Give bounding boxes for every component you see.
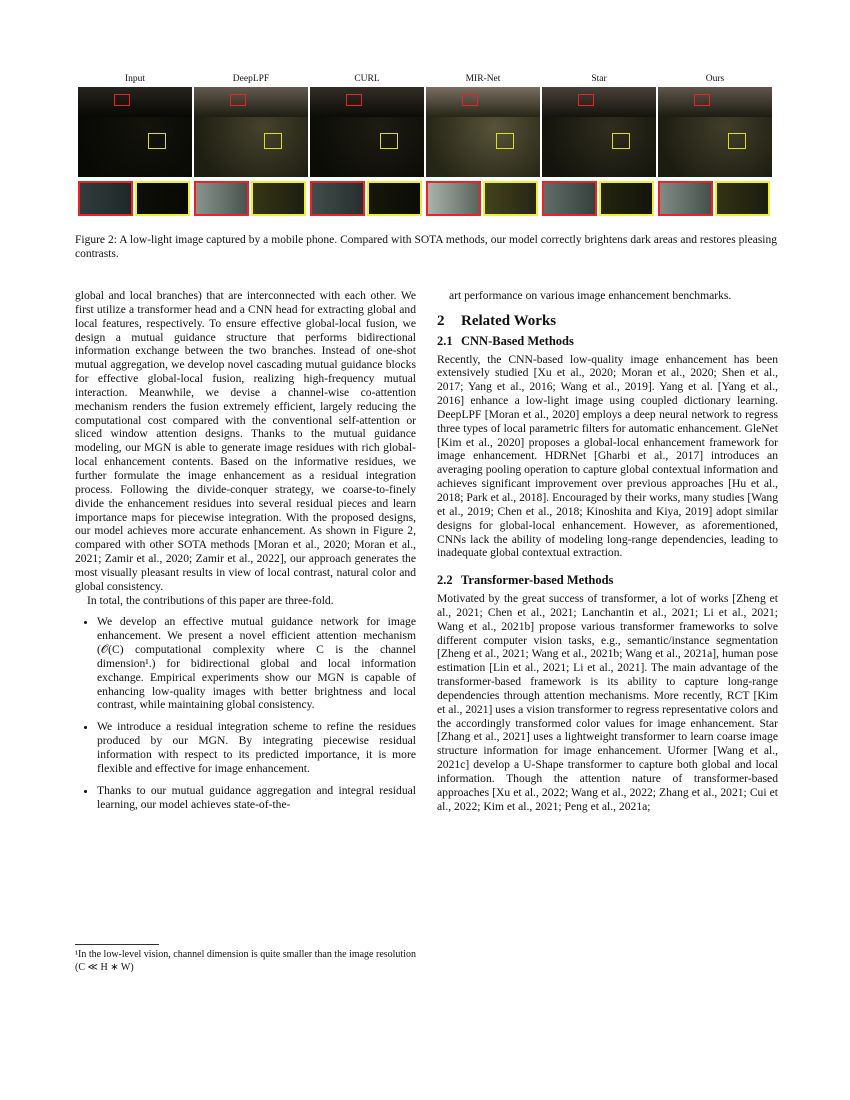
result-panel — [310, 74, 424, 216]
section-title: Related Works — [461, 312, 557, 329]
image-building-region — [194, 87, 308, 117]
transformer-methods-paragraph: Motivated by the great success of transformer, a lot of works [Zheng et al., 2021; Chen et al., 2021; Lanchantin et al., 2021; Li et al., 2021; Wang et al., 2021b] propose various transformer frameworks to solve different computer vision tasks, e.g., semantic/instance segmentation [Zheng et al., 2021; Wang et al., 2021b; Wang et al., 2021a], human pose estimation [Lin et al., 2021; Li et al., 2021]. The main advantage of the transformer-based framework is its ability to capture long-range dependencies through attention mechanisms. More recently, RCT [Kim et al., 2021] uses a vision transformer to regress representative colors and the accordingly transformed color values for image enhancement. Star [Zhang et al., 2021] uses a lightweight transformer to learn coarse image structure information for image enhancement. Uformer [Wang et al., 2021c] develop a U-Shape transformer to capture both global and local information. Though the attention nature of transformer-based approaches [Xu et al., 2022; Wang et al., 2022; Zhang et al., 2021; Cui et al., 2022; Kim et al., 2021; Peng et al., 2021a; — [437, 592, 778, 813]
yellow-crop-image — [483, 181, 538, 216]
panel-title: MIR-Net — [465, 74, 501, 84]
red-zoom-box — [114, 94, 130, 106]
figure-2 — [78, 74, 774, 216]
subsection-title: CNN-Based Methods — [461, 333, 574, 348]
contribution-item: • Thanks to our mutual guidance aggregation and integral residual learning, our model achieves state-of-the- — [97, 784, 416, 812]
contributions-list — [75, 615, 416, 811]
red-crop-image — [310, 181, 365, 216]
red-crop-image — [426, 181, 481, 216]
footnote-rule — [75, 944, 159, 945]
result-image — [194, 87, 308, 177]
yellow-crop-image — [599, 181, 654, 216]
section-heading — [437, 312, 778, 329]
subsection-title: Transformer-based Methods — [461, 573, 614, 588]
panel-title: Input — [124, 74, 146, 84]
left-column — [75, 289, 416, 819]
right-column — [437, 289, 778, 814]
footnote-text: ¹In the low-level vision, channel dimension is quite smaller than the image resolution (C ≪ H ∗ W) — [75, 949, 416, 973]
yellow-zoom-box — [728, 133, 746, 149]
result-panel — [658, 74, 772, 216]
result-panel — [194, 74, 308, 216]
result-image — [542, 87, 656, 177]
result-panel — [426, 74, 540, 216]
contributions-intro: In total, the contributions of this paper are three-fold. — [87, 593, 334, 607]
contribution-item: • We introduce a residual integration scheme to refine the residues produced by our MGN. By integrating piecewise residual information with respect to its predicted importance, it is more flexible and effective for image enhancement. — [97, 720, 416, 775]
subsection-number: 2.2 — [437, 573, 453, 588]
yellow-zoom-box — [148, 133, 166, 149]
figure-caption: Figure 2: A low-light image captured by a mobile phone. Compared with SOTA methods, our model correctly brightens dark areas and restores pleasing contrasts. — [75, 234, 777, 260]
red-crop-image — [658, 181, 713, 216]
yellow-crop-image — [135, 181, 190, 216]
panel-title: DeepLPF — [232, 74, 270, 84]
result-image — [78, 87, 192, 177]
continued-text: art performance on various image enhancement benchmarks. — [449, 289, 732, 302]
contribution-item: • We develop an effective mutual guidance network for image enhancement. We present a novel efficient attention mechanism (𝒪(C) computational complexity where C is the channel dimension¹.) for bidirectional global and local information exchange. Empirical experiments show our MGN is capable of enhancing low-quality images with better brightness and local contrast, while maintaining global consistency. — [97, 615, 416, 712]
yellow-zoom-box — [612, 133, 630, 149]
panel-title: CURL — [354, 74, 380, 84]
result-image — [310, 87, 424, 177]
subsection-heading — [437, 335, 778, 349]
yellow-crop-image — [715, 181, 770, 216]
red-zoom-box — [578, 94, 594, 106]
image-building-region — [658, 87, 772, 117]
yellow-zoom-box — [496, 133, 514, 149]
cnn-methods-paragraph: Recently, the CNN-based low-quality image enhancement has been extensively studied [Xu et al., 2020; Moran et al., 2020; Shen et al., 2017; Yang et al., 2016; Wang et al., 2019]. Yang et al. [Yang et al., 2016] enhance a low-light image using coupled dictionary learning. DeepLPF [Moran et al., 2020] employs a deep neural network to regress three types of local parametric filters for automatic enhancement. GleNet [Kim et al., 2020] proposes a global-local enhancement framework for image enhancement. HDRNet [Gharbi et al., 2017] introduces an averaging pooling operation to capture global contextual information and achieves significant improvement over previous approaches [Hu et al., 2018; Park et al., 2018]. Encouraged by their works, many studies [Wang et al., 2019; Chen et al., 2018; Kinoshita and Kiya, 2019] adopt similar designs for global-local enhancement. However, as aforementioned, CNNs lack the ability of modeling long-range dependencies, leading to inadequate global contextual extraction. — [437, 352, 778, 560]
yellow-zoom-box — [380, 133, 398, 149]
result-image — [658, 87, 772, 177]
result-panel — [542, 74, 656, 216]
result-panel — [78, 74, 192, 216]
panel-title: Ours — [705, 74, 725, 84]
yellow-zoom-box — [264, 133, 282, 149]
red-zoom-box — [346, 94, 362, 106]
red-zoom-box — [462, 94, 478, 106]
image-building-region — [426, 87, 540, 117]
image-building-region — [542, 87, 656, 117]
intro-paragraph: global and local branches) that are interconnected with each other. We first utilize a transformer head and a CNN head for extracting global and local features, respectively. To ensure effective global-local fusion, we design a mutual guidance structure that performs bidirectional information exchange between the two branches. Instead of one-shot mutual aggregation, we develop novel cascading mutual guidance blocks for effective global-local fusion, realizing high-frequency mutual interaction. Meanwhile, we devise a channel-wise co-attention mechanism renders the fusion extremely efficient, largely reducing the computational cost compared with the conventional self-attention or sliced window attention designs. Thanks to the mutual guidance modeling, our MGN is able to generate image residues with rich global-local enhancement contents. Based on the informative residues, we further formulate the image enhancement as a residual integration process. Following the divide-conquer strategy, we coarse-to-finely divide the enhancement residues into several residual pieces and learn importance maps for piecewise integration. With the proposed designs, our model achieves more accurate enhancement. As shown in Figure 2, compared with other SOTA methods [Moran et al., 2020; Moran et al., 2021; Zamir et al., 2020; Zamir et al., 2022], our approach generates the most visually pleasant results in view of local contrast, natural color and global consistency. — [75, 289, 416, 593]
result-image — [426, 87, 540, 177]
panel-title: Star — [591, 74, 607, 84]
red-crop-image — [194, 181, 249, 216]
yellow-crop-image — [251, 181, 306, 216]
subsection-heading — [437, 574, 778, 588]
image-building-region — [78, 87, 192, 117]
red-crop-image — [542, 181, 597, 216]
red-crop-image — [78, 181, 133, 216]
red-zoom-box — [230, 94, 246, 106]
section-number: 2 — [437, 312, 445, 329]
red-zoom-box — [694, 94, 710, 106]
subsection-number: 2.1 — [437, 333, 453, 348]
footnote — [75, 944, 416, 974]
image-building-region — [310, 87, 424, 117]
yellow-crop-image — [367, 181, 422, 216]
